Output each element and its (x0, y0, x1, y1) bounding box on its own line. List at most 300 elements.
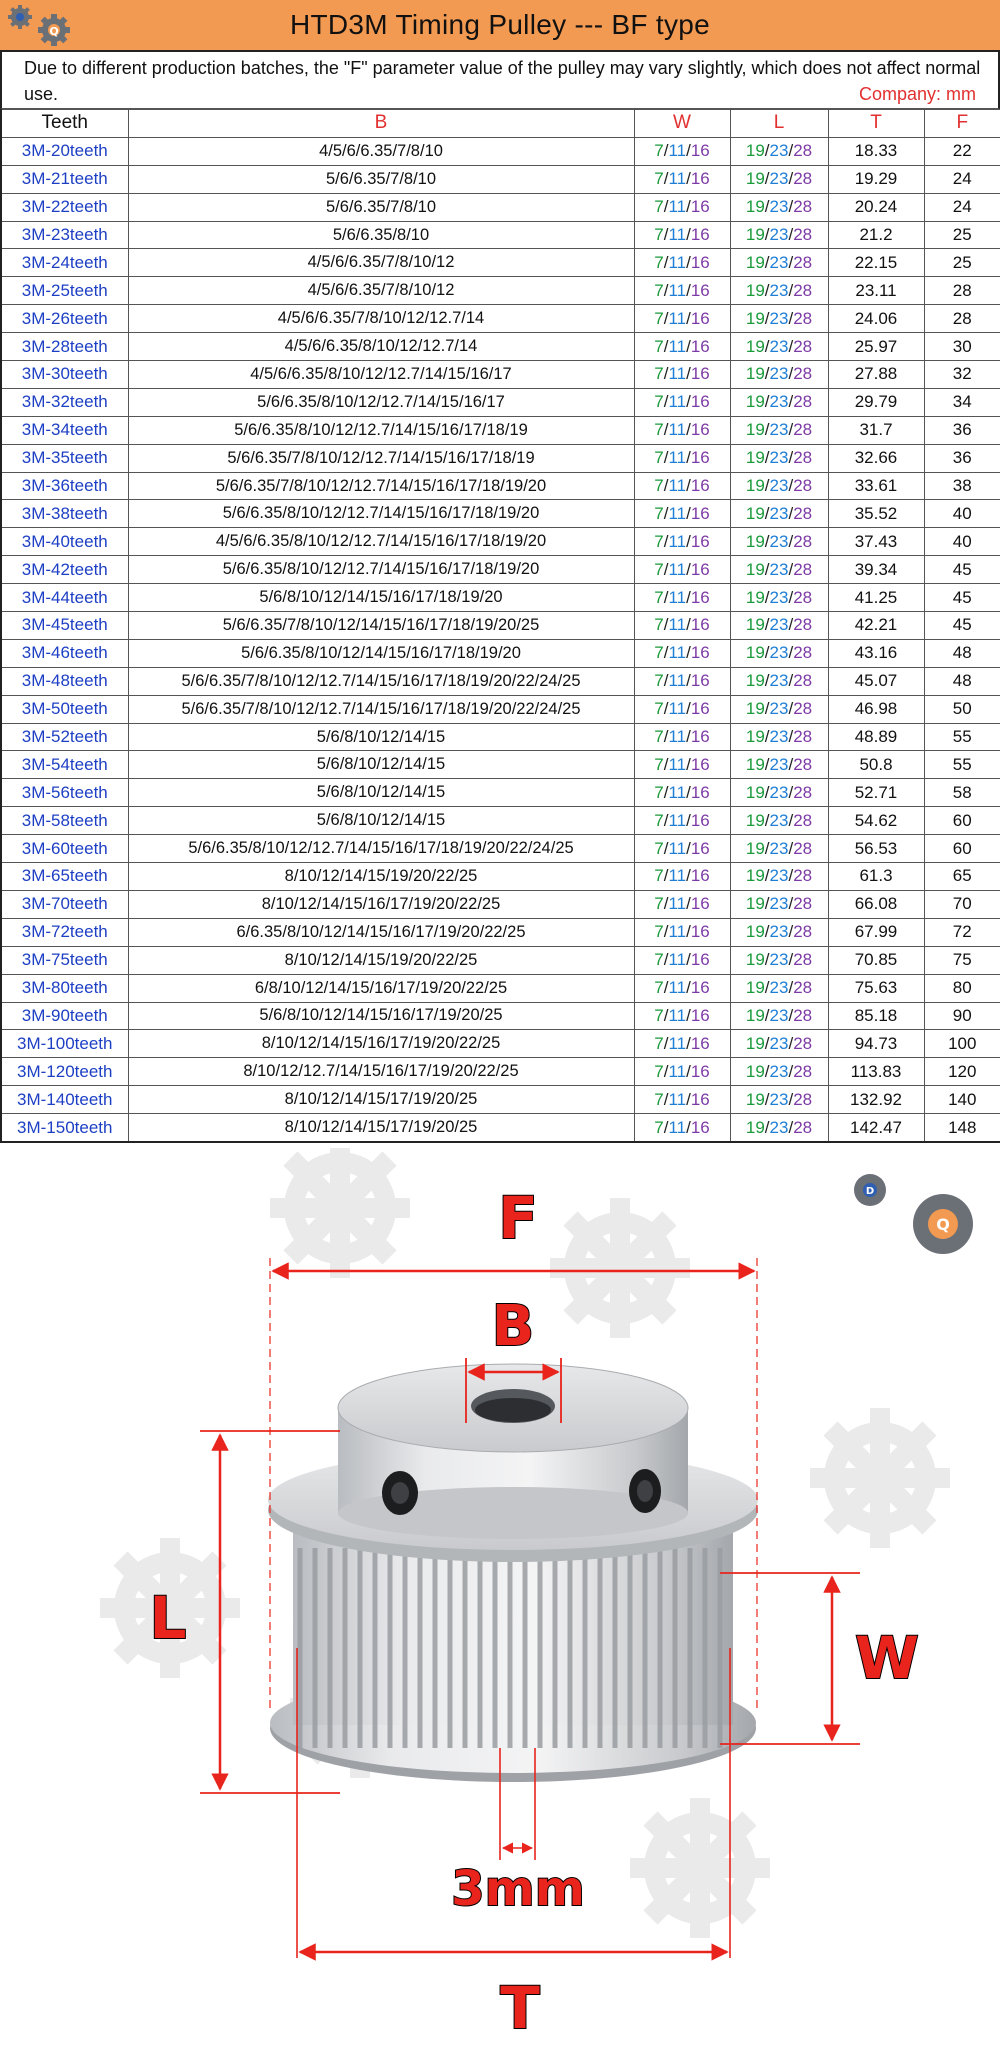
table-row (1, 1058, 1000, 1086)
w-cell-value: 7 (654, 727, 664, 747)
table-row (1, 779, 1000, 807)
b-label: B (491, 1294, 535, 1359)
bore-cell: 5/6/6.35/8/10/12/12.7/14/15/16/17/18/19/20 (128, 556, 634, 584)
f-cell: 140 (924, 1086, 1000, 1114)
w-cell-value: 11 (668, 336, 687, 356)
w-cell: 7/11/16 (634, 584, 730, 612)
w-cell-value: 16 (690, 950, 710, 970)
bore-cell: 5/6/6.35/8/10/12/12.7/14/15/16/17/18/19/20/22/24/25 (128, 835, 634, 863)
bore-cell: 4/5/6/6.35/8/10/12/12.7/14/15/16/17/18/19/20 (128, 528, 634, 556)
w-cell-value: 11 (668, 169, 687, 189)
w-cell-value: 11 (668, 978, 687, 998)
w-cell-value: 16 (690, 754, 710, 774)
w-cell: 7/11/16 (634, 890, 730, 918)
teeth-cell: 3M-22teeth (1, 193, 128, 221)
table-row (1, 388, 1000, 416)
l-cell: 19/23/28 (730, 946, 828, 974)
bore-cell: 8/10/12/14/15/16/17/19/20/22/25 (128, 890, 634, 918)
teeth-cell: 3M-30teeth (1, 361, 128, 389)
l-cell-value: 23 (769, 838, 789, 858)
teeth-cell: 3M-35teeth (1, 444, 128, 472)
w-cell: 7/11/16 (634, 639, 730, 667)
w-cell: 7/11/16 (634, 165, 730, 193)
w-cell-value: 11 (668, 280, 687, 300)
w-cell-value: 7 (654, 894, 664, 914)
teeth-cell: 3M-150teeth (1, 1114, 128, 1142)
bore-cell: 4/5/6/6.35/7/8/10 (128, 137, 634, 165)
pulley-dimension-drawing (0, 1148, 1000, 2062)
w-cell: 7/11/16 (634, 444, 730, 472)
w-cell-value: 16 (690, 252, 710, 272)
bore-cell: 8/10/12/14/15/16/17/19/20/22/25 (128, 1030, 634, 1058)
l-cell-value: 23 (769, 392, 789, 412)
l-cell-value: 28 (793, 866, 813, 886)
w-cell-value: 11 (668, 754, 687, 774)
w-cell-value: 11 (668, 699, 687, 719)
w-cell-value: 7 (654, 978, 664, 998)
teeth-cell: 3M-80teeth (1, 974, 128, 1002)
w-cell-value: 11 (668, 838, 687, 858)
table-row (1, 305, 1000, 333)
l-cell-value: 28 (793, 1005, 813, 1025)
f-cell: 24 (924, 165, 1000, 193)
l-cell-value: 28 (793, 922, 813, 942)
bore-cell: 8/10/12/14/15/19/20/22/25 (128, 946, 634, 974)
w-cell-value: 16 (690, 1005, 710, 1025)
bore-cell: 5/6/6.35/7/8/10/12/12.7/14/15/16/17/18/19/20 (128, 472, 634, 500)
teeth-cell: 3M-23teeth (1, 221, 128, 249)
table-row (1, 835, 1000, 863)
w-cell-value: 7 (654, 420, 664, 440)
bore-cell: 8/10/12/14/15/19/20/22/25 (128, 863, 634, 891)
bore-cell: 5/6/6.35/8/10/12/12.7/14/15/16/17/18/19 (128, 416, 634, 444)
w-cell-value: 11 (668, 308, 687, 328)
w-cell-value: 7 (654, 866, 664, 886)
w-cell-value: 16 (690, 476, 710, 496)
l-cell-value: 23 (769, 1117, 789, 1137)
w-cell-value: 7 (654, 671, 664, 691)
f-cell: 34 (924, 388, 1000, 416)
l-cell: 19/23/28 (730, 1030, 828, 1058)
l-cell-value: 23 (769, 671, 789, 691)
table-row (1, 249, 1000, 277)
w-cell: 7/11/16 (634, 416, 730, 444)
l-cell: 19/23/28 (730, 444, 828, 472)
bore-cell: 4/5/6/6.35/7/8/10/12/12.7/14 (128, 305, 634, 333)
f-cell: 58 (924, 779, 1000, 807)
l-cell-value: 23 (769, 950, 789, 970)
w-cell-value: 7 (654, 364, 664, 384)
table-row (1, 974, 1000, 1002)
w-cell-value: 16 (690, 308, 710, 328)
l-cell-value: 28 (793, 1089, 813, 1109)
teeth-cell: 3M-90teeth (1, 1002, 128, 1030)
w-cell-value: 11 (668, 1061, 687, 1081)
l-cell-value: 19 (745, 643, 765, 663)
teeth-cell: 3M-46teeth (1, 639, 128, 667)
l-cell-value: 19 (745, 1005, 765, 1025)
t-cell: 67.99 (828, 918, 924, 946)
spec-table (0, 109, 1000, 1143)
l-cell-value: 23 (769, 727, 789, 747)
l-cell-value: 19 (745, 838, 765, 858)
w-cell: 7/11/16 (634, 612, 730, 640)
l-cell: 19/23/28 (730, 807, 828, 835)
w-cell-value: 7 (654, 225, 664, 244)
w-cell-value: 7 (654, 699, 664, 719)
t-cell: 43.16 (828, 639, 924, 667)
w-cell-value: 16 (690, 531, 710, 551)
teeth-cell: 3M-36teeth (1, 472, 128, 500)
f-cell: 25 (924, 249, 1000, 277)
f-cell: 36 (924, 444, 1000, 472)
w-cell-value: 7 (654, 1117, 664, 1137)
l-cell-value: 23 (769, 252, 789, 272)
bore-cell: 4/5/6/6.35/8/10/12/12.7/14/15/16/17 (128, 361, 634, 389)
bore-cell: 5/6/8/10/12/14/15 (128, 779, 634, 807)
w-cell-value: 16 (690, 1033, 710, 1053)
t-cell: 32.66 (828, 444, 924, 472)
w-cell-value: 11 (668, 252, 687, 272)
l-cell-value: 23 (769, 141, 789, 161)
l-cell-value: 19 (745, 1117, 765, 1137)
f-cell: 28 (924, 277, 1000, 305)
l-cell: 19/23/28 (730, 723, 828, 751)
table-row (1, 165, 1000, 193)
l-cell-value: 28 (793, 978, 813, 998)
w-cell-value: 16 (690, 1117, 710, 1137)
table-row (1, 193, 1000, 221)
f-cell: 45 (924, 556, 1000, 584)
w-cell: 7/11/16 (634, 361, 730, 389)
t-cell: 23.11 (828, 277, 924, 305)
w-cell: 7/11/16 (634, 695, 730, 723)
l-cell-value: 23 (769, 1061, 789, 1081)
w-cell-value: 7 (654, 1089, 664, 1109)
l-cell-value: 19 (745, 364, 765, 384)
bore-cell: 5/6/6.35/7/8/10 (128, 193, 634, 221)
teeth-cell: 3M-34teeth (1, 416, 128, 444)
w-cell-value: 16 (690, 587, 710, 607)
w-cell-value: 7 (654, 1061, 664, 1081)
w-cell-value: 7 (654, 782, 664, 802)
w-cell-value: 11 (668, 503, 687, 523)
w-cell-value: 16 (690, 225, 710, 244)
w-cell: 7/11/16 (634, 974, 730, 1002)
table-row (1, 612, 1000, 640)
teeth-cell: 3M-32teeth (1, 388, 128, 416)
f-cell: 40 (924, 528, 1000, 556)
w-cell-value: 7 (654, 476, 664, 496)
l-cell-value: 28 (793, 448, 813, 468)
t-cell: 142.47 (828, 1114, 924, 1142)
t-cell: 33.61 (828, 472, 924, 500)
l-cell: 19/23/28 (730, 528, 828, 556)
t-cell: 21.2 (828, 221, 924, 249)
teeth-cell: 3M-38teeth (1, 500, 128, 528)
w-cell-value: 16 (690, 141, 710, 161)
column-header-w: W (634, 110, 730, 138)
w-cell-value: 16 (690, 671, 710, 691)
l-cell: 19/23/28 (730, 305, 828, 333)
table-row (1, 723, 1000, 751)
l-cell-value: 28 (793, 141, 813, 161)
t-cell: 70.85 (828, 946, 924, 974)
table-row (1, 528, 1000, 556)
table-row (1, 444, 1000, 472)
l-cell-value: 28 (793, 197, 813, 217)
bore-cell: 5/6/6.35/8/10/12/14/15/16/17/18/19/20 (128, 639, 634, 667)
t-cell: 31.7 (828, 416, 924, 444)
t-cell: 50.8 (828, 751, 924, 779)
teeth-cell: 3M-26teeth (1, 305, 128, 333)
l-cell-value: 23 (769, 922, 789, 942)
l-cell: 19/23/28 (730, 695, 828, 723)
l-cell-value: 28 (793, 336, 813, 356)
l-cell: 19/23/28 (730, 416, 828, 444)
w-cell-value: 7 (654, 1033, 664, 1053)
l-cell-value: 19 (745, 169, 765, 189)
w-cell-value: 11 (668, 894, 687, 914)
t-cell: 25.97 (828, 333, 924, 361)
w-cell-value: 16 (690, 169, 710, 189)
table-row (1, 361, 1000, 389)
l-cell: 19/23/28 (730, 584, 828, 612)
l-cell-value: 23 (769, 782, 789, 802)
w-cell: 7/11/16 (634, 277, 730, 305)
l-cell-value: 19 (745, 587, 765, 607)
l-cell-value: 23 (769, 1089, 789, 1109)
f-cell: 25 (924, 221, 1000, 249)
page-title: HTD3M Timing Pulley --- BF type (289, 9, 711, 40)
w-cell-value: 11 (668, 782, 687, 802)
teeth-cell: 3M-48teeth (1, 667, 128, 695)
l-cell-value: 28 (793, 364, 813, 384)
pitch-label: 3mm (451, 1861, 585, 1917)
table-row (1, 556, 1000, 584)
t-cell: 37.43 (828, 528, 924, 556)
teeth-cell: 3M-120teeth (1, 1058, 128, 1086)
w-cell-value: 7 (654, 197, 664, 217)
l-cell-value: 19 (745, 141, 765, 161)
l-cell-value: 23 (769, 615, 789, 635)
w-cell: 7/11/16 (634, 751, 730, 779)
production-note (0, 52, 1000, 109)
w-cell: 7/11/16 (634, 807, 730, 835)
table-row (1, 277, 1000, 305)
l-cell: 19/23/28 (730, 751, 828, 779)
l-cell-value: 19 (745, 866, 765, 886)
l-cell-value: 23 (769, 978, 789, 998)
w-cell-value: 11 (668, 225, 687, 244)
w-cell-value: 7 (654, 950, 664, 970)
l-cell-value: 23 (769, 1033, 789, 1053)
w-cell-value: 7 (654, 643, 664, 663)
l-cell: 19/23/28 (730, 890, 828, 918)
l-cell: 19/23/28 (730, 165, 828, 193)
w-cell: 7/11/16 (634, 946, 730, 974)
w-cell-value: 16 (690, 727, 710, 747)
t-cell: 45.07 (828, 667, 924, 695)
l-cell-value: 23 (769, 448, 789, 468)
l-cell-value: 19 (745, 280, 765, 300)
l-cell-value: 28 (793, 308, 813, 328)
title-bar (0, 0, 1000, 52)
w-cell-value: 11 (668, 364, 687, 384)
bore-cell: 5/6/6.35/7/8/10/12/12.7/14/15/16/17/18/19/20/22/24/25 (128, 667, 634, 695)
w-cell-value: 7 (654, 336, 664, 356)
l-cell: 19/23/28 (730, 835, 828, 863)
w-cell: 7/11/16 (634, 333, 730, 361)
w-cell-value: 7 (654, 503, 664, 523)
t-cell: 94.73 (828, 1030, 924, 1058)
l-cell-value: 28 (793, 671, 813, 691)
t-cell: 20.24 (828, 193, 924, 221)
w-cell: 7/11/16 (634, 500, 730, 528)
f-cell: 48 (924, 639, 1000, 667)
l-cell-value: 23 (769, 364, 789, 384)
table-row (1, 946, 1000, 974)
bore-cell: 4/5/6/6.35/7/8/10/12 (128, 249, 634, 277)
l-label: L (149, 1584, 187, 1652)
l-cell: 19/23/28 (730, 639, 828, 667)
w-cell-value: 11 (668, 643, 687, 663)
bore-cell: 5/6/8/10/12/14/15 (128, 751, 634, 779)
l-cell-value: 23 (769, 699, 789, 719)
l-cell-value: 28 (793, 615, 813, 635)
w-cell-value: 7 (654, 838, 664, 858)
l-cell-value: 19 (745, 1089, 765, 1109)
w-cell: 7/11/16 (634, 863, 730, 891)
w-cell-value: 16 (690, 978, 710, 998)
l-cell-value: 19 (745, 615, 765, 635)
l-cell: 19/23/28 (730, 1002, 828, 1030)
w-cell-value: 16 (690, 838, 710, 858)
f-cell: 36 (924, 416, 1000, 444)
w-cell-value: 11 (668, 1117, 687, 1137)
w-cell-value: 11 (668, 1033, 687, 1053)
column-header-t: T (828, 110, 924, 138)
l-cell-value: 23 (769, 197, 789, 217)
w-cell: 7/11/16 (634, 779, 730, 807)
l-cell: 19/23/28 (730, 221, 828, 249)
l-cell: 19/23/28 (730, 388, 828, 416)
f-cell: 40 (924, 500, 1000, 528)
w-cell: 7/11/16 (634, 472, 730, 500)
l-cell: 19/23/28 (730, 779, 828, 807)
logo-letter: Q (936, 1215, 950, 1234)
w-cell: 7/11/16 (634, 918, 730, 946)
brand-logo-icon (854, 1174, 973, 1254)
f-label: F (498, 1184, 538, 1252)
table-row (1, 695, 1000, 723)
f-cell: 38 (924, 472, 1000, 500)
w-cell-value: 11 (668, 531, 687, 551)
table-row (1, 667, 1000, 695)
l-cell: 19/23/28 (730, 193, 828, 221)
t-cell: 22.15 (828, 249, 924, 277)
bore-cell: 5/6/6.35/8/10/12/12.7/14/15/16/17/18/19/20 (128, 500, 634, 528)
w-cell-value: 11 (668, 671, 687, 691)
l-cell-value: 28 (793, 838, 813, 858)
l-cell: 19/23/28 (730, 974, 828, 1002)
w-cell-value: 11 (668, 197, 687, 217)
w-cell-value: 7 (654, 922, 664, 942)
l-cell-value: 28 (793, 252, 813, 272)
teeth-cell: 3M-20teeth (1, 137, 128, 165)
note-text: Due to different production batches, the "F" parameter value of the pulley may vary slightly, which does not affect normal use. (24, 58, 981, 104)
bore-cell: 5/6/6.35/7/8/10 (128, 165, 634, 193)
f-cell: 65 (924, 863, 1000, 891)
table-row (1, 221, 1000, 249)
l-cell-value: 28 (793, 754, 813, 774)
f-cell: 60 (924, 835, 1000, 863)
table-row (1, 1030, 1000, 1058)
w-cell-value: 16 (690, 364, 710, 384)
w-cell-value: 16 (690, 1061, 710, 1081)
l-cell-value: 28 (793, 782, 813, 802)
l-cell-value: 19 (745, 476, 765, 496)
l-cell-value: 23 (769, 336, 789, 356)
l-cell-value: 23 (769, 169, 789, 189)
l-cell-value: 19 (745, 197, 765, 217)
w-cell: 7/11/16 (634, 193, 730, 221)
t-cell: 52.71 (828, 779, 924, 807)
l-cell-value: 28 (793, 559, 813, 579)
w-cell-value: 7 (654, 615, 664, 635)
w-cell: 7/11/16 (634, 1114, 730, 1142)
table-body (1, 137, 1000, 1142)
t-cell: 113.83 (828, 1058, 924, 1086)
l-cell-value: 28 (793, 950, 813, 970)
w-cell-value: 7 (654, 559, 664, 579)
t-cell: 27.88 (828, 361, 924, 389)
teeth-cell: 3M-40teeth (1, 528, 128, 556)
f-cell: 50 (924, 695, 1000, 723)
l-cell: 19/23/28 (730, 1114, 828, 1142)
w-cell-value: 7 (654, 308, 664, 328)
l-cell-value: 19 (745, 810, 765, 830)
teeth-cell: 3M-100teeth (1, 1030, 128, 1058)
w-cell-value: 7 (654, 1005, 664, 1025)
teeth-cell: 3M-58teeth (1, 807, 128, 835)
teeth-cell: 3M-24teeth (1, 249, 128, 277)
w-cell-value: 7 (654, 169, 664, 189)
bore-cell: 5/6/8/10/12/14/15/16/17/19/20/25 (128, 1002, 634, 1030)
bore-cell: 5/6/6.35/8/10/12/12.7/14/15/16/17 (128, 388, 634, 416)
w-cell-value: 11 (668, 392, 687, 412)
bore-cell: 8/10/12/14/15/17/19/20/25 (128, 1086, 634, 1114)
t-cell: 41.25 (828, 584, 924, 612)
bore-cell: 4/5/6/6.35/7/8/10/12 (128, 277, 634, 305)
w-cell: 7/11/16 (634, 305, 730, 333)
t-cell: 18.33 (828, 137, 924, 165)
l-cell-value: 28 (793, 727, 813, 747)
l-cell: 19/23/28 (730, 333, 828, 361)
w-cell-value: 16 (690, 420, 710, 440)
f-cell: 32 (924, 361, 1000, 389)
w-cell: 7/11/16 (634, 137, 730, 165)
f-cell: 148 (924, 1114, 1000, 1142)
teeth-cell: 3M-56teeth (1, 779, 128, 807)
bore-cell: 6/8/10/12/14/15/16/17/19/20/22/25 (128, 974, 634, 1002)
l-cell: 19/23/28 (730, 1086, 828, 1114)
teeth-cell: 3M-45teeth (1, 612, 128, 640)
f-cell: 100 (924, 1030, 1000, 1058)
l-cell-value: 28 (793, 225, 813, 244)
w-cell-value: 16 (690, 866, 710, 886)
logo-letter: Q (49, 25, 59, 38)
